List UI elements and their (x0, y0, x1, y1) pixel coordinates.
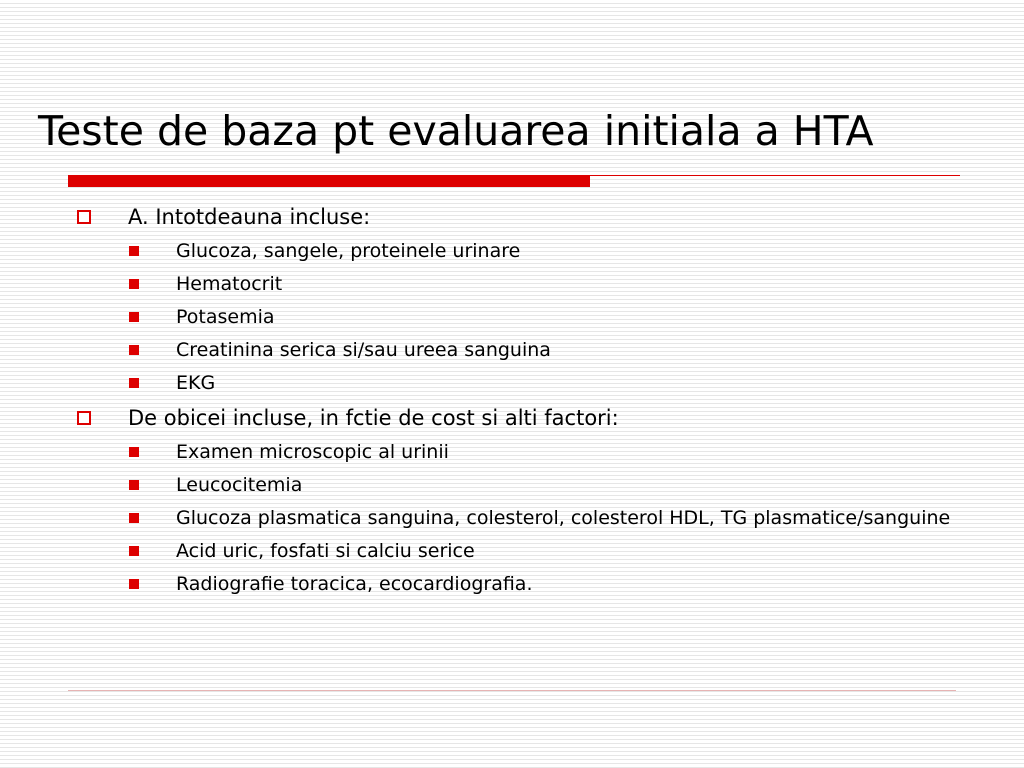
list-item (74, 505, 974, 531)
filled-square-bullet-icon (129, 345, 139, 355)
list-item (74, 238, 974, 264)
list-item (74, 337, 974, 363)
footer-divider (68, 690, 956, 691)
list-item (74, 571, 974, 597)
usually-included-list (74, 439, 974, 597)
list-item-text: Radiografie toracica, ecocardiografia. (176, 573, 533, 595)
section-heading-usually-included (74, 403, 974, 433)
hollow-square-bullet-icon (77, 411, 91, 425)
list-item-text: Hematocrit (176, 273, 283, 295)
list-item-text: Glucoza plasmatica sanguina, colesterol, colesterol HDL, TG plasmatice/sanguine (176, 507, 951, 529)
list-item (74, 370, 974, 396)
slide-content (74, 202, 974, 604)
title-underline-thick (68, 175, 590, 187)
filled-square-bullet-icon (129, 279, 139, 289)
hollow-square-bullet-icon (77, 210, 91, 224)
filled-square-bullet-icon (129, 312, 139, 322)
list-item (74, 304, 974, 330)
filled-square-bullet-icon (129, 579, 139, 589)
filled-square-bullet-icon (129, 378, 139, 388)
title-underline-thin (590, 175, 960, 176)
section-heading-always-included (74, 202, 974, 232)
filled-square-bullet-icon (129, 480, 139, 490)
section-heading-text: A. Intotdeauna incluse: (128, 205, 371, 229)
list-item-text: Examen microscopic al urinii (176, 441, 449, 463)
always-included-list (74, 238, 974, 396)
list-item-text: EKG (176, 372, 216, 394)
list-item (74, 538, 974, 564)
list-item-text: Creatinina serica si/sau ureea sanguina (176, 339, 551, 361)
section-heading-text: De obicei incluse, in fctie de cost si alti factori: (128, 406, 619, 430)
list-item (74, 439, 974, 465)
list-item (74, 271, 974, 297)
list-item-text: Acid uric, fosfati si calciu serice (176, 540, 475, 562)
filled-square-bullet-icon (129, 513, 139, 523)
list-item (74, 472, 974, 498)
filled-square-bullet-icon (129, 246, 139, 256)
filled-square-bullet-icon (129, 546, 139, 556)
list-item-text: Leucocitemia (176, 474, 303, 496)
list-item-text: Glucoza, sangele, proteinele urinare (176, 240, 521, 262)
slide-title: Teste de baza pt evaluarea initiala a HTA (38, 107, 874, 155)
filled-square-bullet-icon (129, 447, 139, 457)
list-item-text: Potasemia (176, 306, 275, 328)
